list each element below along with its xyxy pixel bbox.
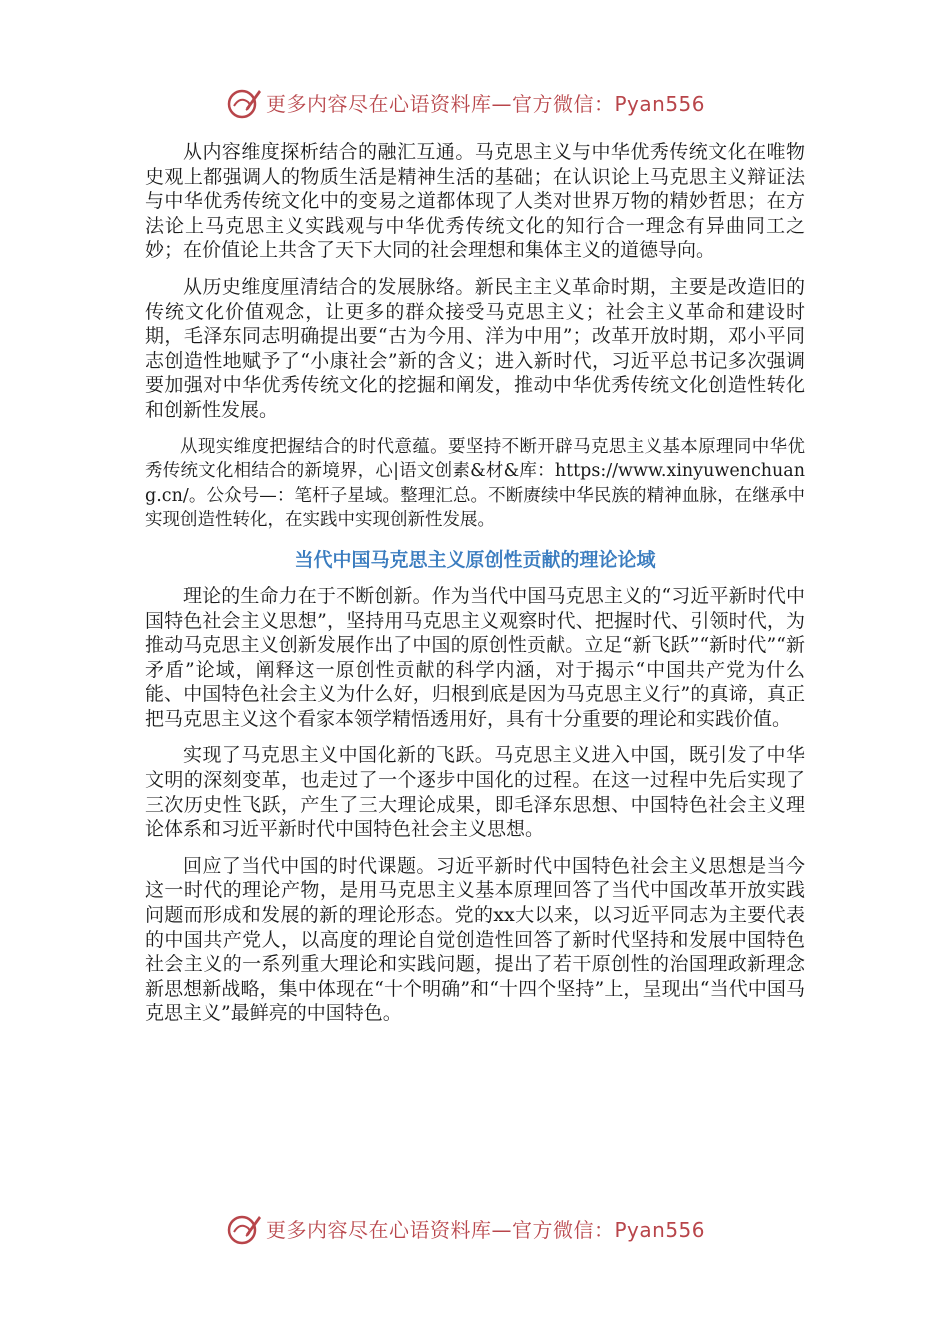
header-banner-text: 更多内容尽在心语资料库—官方微信：Pyan556 — [266, 91, 706, 116]
paragraph-theory-innovation: 理论的生命力在于不断创新。作为当代中国马克思主义的“习近平新时代中国特色社会主义思想”，坚持用马克思主义观察时代、把握时代、引领时代，为推动马克思主义创新发展作出了中国的原创性贡献。立足“新飞跃”“新时代”“新矛盾”论域，阐释这一原创性贡献的科学内涵，对于揭示“中国共产党为什么能、中国特色社会主义为什么好，归根到底是因为马克思主义行”的真谛，真正把马克思主义这个看家本领学精悟透用好，具有十分重要的理论和实践价值。 — [145, 584, 805, 730]
section-heading: 当代中国马克思主义原创性贡献的理论论域 — [294, 548, 656, 571]
footer-banner — [226, 1208, 746, 1248]
pen-logo-icon — [226, 84, 262, 120]
footer-banner-text: 更多内容尽在心语资料库—官方微信：Pyan556 — [266, 1217, 706, 1242]
paragraph-new-leap: 实现了马克思主义中国化新的飞跃。马克思主义进入中国，既引发了中华文明的深刻变革，也走过了一个逐步中国化的过程。在这一过程中先后实现了三次历史性飞跃，产生了三大理论成果，即毛泽东思想、中国特色社会主义理论体系和习近平新时代中国特色社会主义思想。 — [145, 744, 805, 841]
paragraph-history-dimension: 从历史维度厘清结合的发展脉络。新民主主义革命时期，主要是改造旧的传统文化价值观念，让更多的群众接受马克思主义；社会主义革命和建设时期，毛泽东同志明确提出要“古为今用、洋为中用”；改革开放时期，邓小平同志创造性地赋予了“小康社会”新的含义；进入新时代，习近平总书记多次强调要加强对中华优秀传统文化的挖掘和阐发，推动中华优秀传统文化创造性转化和创新性发展。 — [145, 275, 805, 421]
paragraph-content-dimension: 从内容维度探析结合的融汇互通。马克思主义与中华优秀传统文化在唯物史观上都强调人的物质生活是精神生活的基础；在认识论上马克思主义辩证法与中华优秀传统文化中的变易之道都体现了人类对世界万物的精妙哲思；在方法论上马克思主义实践观与中华优秀传统文化的知行合一理念有异曲同工之妙；在价值论上共含了天下大同的社会理想和集体主义的道德导向。 — [145, 141, 805, 262]
paragraph-reality-dimension: 从现实维度把握结合的时代意蕴。要坚持不断开辟马克思主义基本原理同中华优秀传统文化相结合的新境界，心|语文创素&材&库：https://www.xinyuwenchuang.cn/。公众号—：笔杆子星域。整理汇总。不断赓续中华民族的精神血脉，在继承中实现创造性转化，在实践中实现创新性发展。 — [145, 436, 805, 531]
header-banner — [226, 82, 746, 122]
pen-logo-icon — [226, 1210, 262, 1246]
paragraph-era-topic: 回应了当代中国的时代课题。习近平新时代中国特色社会主义思想是当今这一时代的理论产物，是用马克思主义基本原理回答了当代中国改革开放实践问题而形成和发展的新的理论形态。党的xx大以来，以习近平同志为主要代表的中国共产党人，以高度的理论自觉创造性回答了新时代坚持和发展中国特色社会主义的一系列重大理论和实践问题，提出了若干原创性的治国理政新理念新思想新战略，集中体现在“十个明确”和“十四个坚持”上，呈现出“当代中国马克思主义”最鲜亮的中国特色。 — [145, 854, 805, 1025]
document-body — [145, 140, 805, 1038]
